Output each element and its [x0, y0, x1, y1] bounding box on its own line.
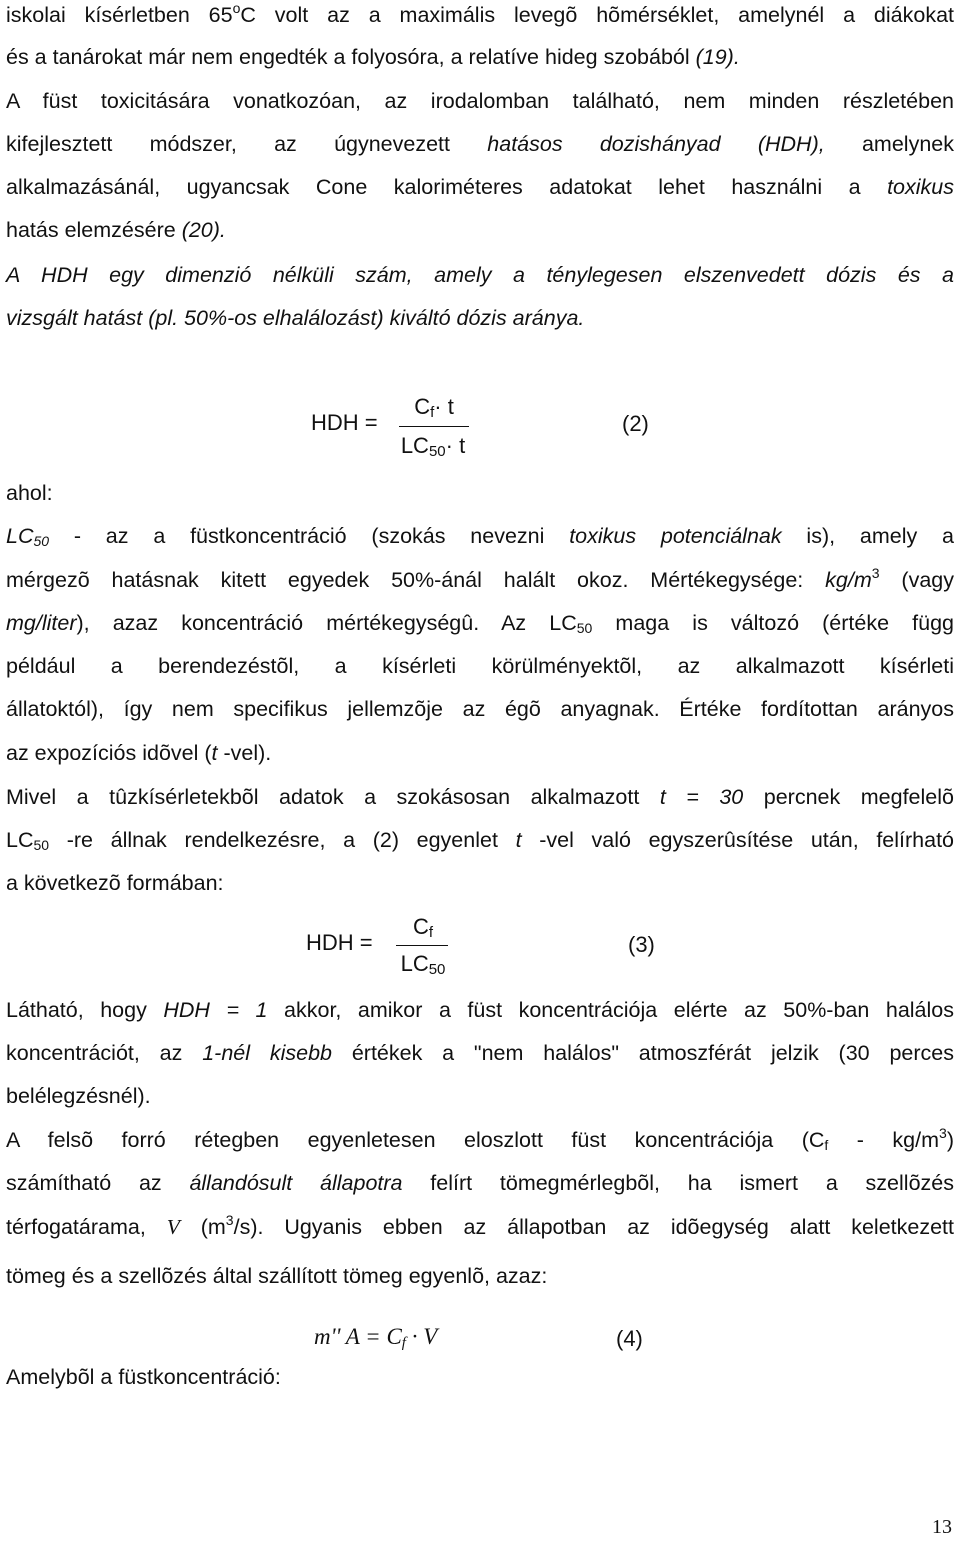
- text-line-2: és a tanárokat már nem engedték a folyosóra, a relatíve hideg szobából (19).: [6, 45, 740, 69]
- text-line-24: tömeg és a szellõzés által szállított tömeg egyenlõ, azaz:: [6, 1264, 548, 1288]
- eq2-fraction-bar: [399, 426, 469, 427]
- eq2-label: (2): [622, 411, 649, 436]
- page-number: 13: [932, 1516, 952, 1538]
- eq2-denominator: $LC_{50}\cdot t$: [400, 433, 466, 460]
- eq4-label: (4): [616, 1326, 643, 1351]
- text-line-17: a következõ formában:: [6, 871, 224, 895]
- text-line-4: kifejlesztett módszer, az úgynevezett hatásos dozishányad (HDH), amelynek: [6, 132, 954, 156]
- text-line-23: térfogatárama, V $(m^3/s)$. Ugyanis ebben az állapotban az idõegység alatt keletkezett: [6, 1212, 954, 1239]
- text-line-22: számítható az állandósult állapotra felírt tömegmérlegbõl, ha ismert a szellõzés: [6, 1171, 954, 1195]
- text-line-7: A HDH egy dimenzió nélküli szám, amely a ténylegesen elszenvedett dózis és a: [6, 263, 954, 287]
- text-line-14: az expozíciós idõvel (t -vel).: [6, 741, 272, 765]
- eq2-numerator: $C_f\cdot t$: [414, 394, 454, 421]
- eq3-lhs: HDH =: [306, 930, 373, 955]
- eq3-label: (3): [628, 932, 655, 957]
- text-line-8: vizsgált hatást (pl. 50%-os elhalálozást) kiváltó dózis aránya.: [6, 306, 585, 330]
- text-line-19: koncentrációt, az 1-nél kisebb értékek a "nem halálos" atmoszférát jelzik (30 perces: [6, 1041, 954, 1065]
- eq3-fraction-bar: [396, 945, 448, 946]
- text-line-12: például a berendezéstõl, a kísérleti körülményektõl, az alkalmazott kísérleti: [6, 654, 954, 678]
- text-line-5: alkalmazásánál, ugyancsak Cone kaloriméteres adatokat lehet használni a toxikus: [6, 175, 954, 199]
- eq4-body: m'' $A = C_f \cdot V$: [314, 1324, 438, 1351]
- text-line-10: mérgezõ hatásnak kitett egyedek 50%-ánál halált okoz. Mértékegysége: $kg/m^3$ (vagy: [6, 565, 954, 592]
- text-line-15: Mivel a tûzkísérletekbõl adatok a szokásosan alkalmazott t = 30 percnek megfelelõ: [6, 785, 954, 809]
- text-line-21: A felsõ forró rétegben egyenletesen eloszlott füst koncentrációja $(C_f - kg/m^3)$: [6, 1125, 954, 1153]
- text-line-1: iskolai kísérletben 65$^o$C volt az a maximális levegõ hõmérséklet, amelynél a diákokat: [6, 0, 954, 27]
- eq2-lhs: HDH =: [311, 410, 378, 435]
- text-line-20: belélegzésnél).: [6, 1084, 151, 1108]
- eq3-denominator: $LC_{50}$: [400, 951, 446, 978]
- text-line-16: $LC_{50}$ -re állnak rendelkezésre, a (2) egyenlet t -vel való egyszerûsítése után, felírható: [6, 828, 954, 853]
- text-line-25: Amelybõl a füstkoncentráció:: [6, 1365, 281, 1389]
- text-line-13: állatoktól), így nem specifikus jellemzõje az égõ anyagnak. Értéke fordítottan arányos: [6, 697, 954, 721]
- text-line-11: mg/liter), azaz koncentráció mértékegységû. Az $LC_{50}$ maga is változó (értéke függ: [6, 611, 954, 636]
- eq3-numerator: $C_f$: [412, 914, 434, 941]
- text-line-6: hatás elemzésére (20).: [6, 218, 226, 242]
- text-ahol: ahol:: [6, 481, 53, 505]
- text-line-3: A füst toxicitására vonatkozóan, az irodalomban található, nem minden részletében: [6, 89, 954, 113]
- text-line-18: Látható, hogy HDH = 1 akkor, amikor a füst koncentrációja elérte az 50%-ban halálos: [6, 998, 954, 1022]
- text-line-9: $LC_{50}$ - az a füstkoncentráció (szokás nevezni toxikus potenciálnak is), amely a: [6, 524, 954, 549]
